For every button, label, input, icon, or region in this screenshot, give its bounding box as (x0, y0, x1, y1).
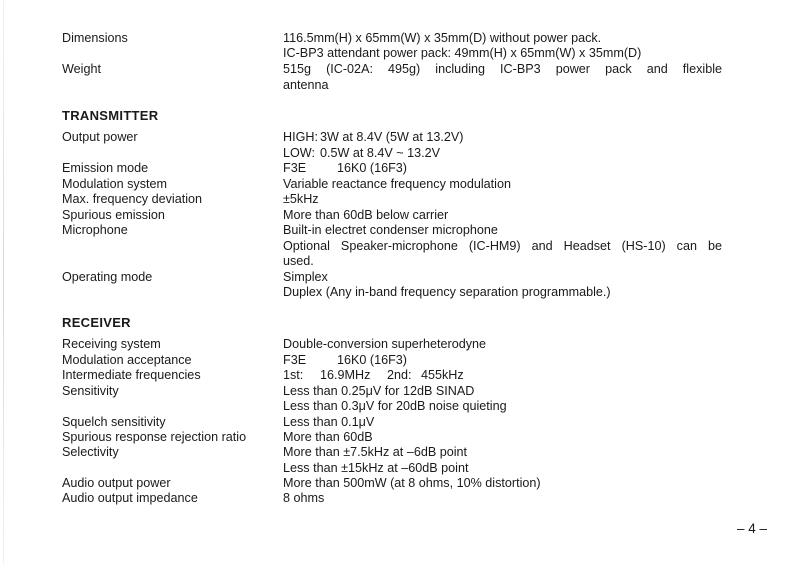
weight-label: Weight (62, 62, 101, 76)
sensitivity-value-line-2: Less than 0.3μV for 20dB noise quieting (283, 399, 507, 413)
microphone-label: Microphone (62, 223, 128, 237)
emission-mode-label: Emission mode (62, 161, 149, 175)
spec-row-modulation-acceptance (0, 352, 793, 368)
spec-row-squelch (0, 414, 793, 430)
receiver-heading: RECEIVER (62, 315, 131, 330)
spec-row-selectivity-cont (0, 460, 793, 476)
spec-row-spurious-emission (0, 207, 793, 223)
spurious-emission-label: Spurious emission (62, 208, 165, 222)
if-second-value: 455kHz (421, 368, 464, 382)
spec-row-dimensions-cont (0, 45, 793, 61)
audio-impedance-label: Audio output impedance (62, 491, 198, 505)
max-deviation-value: ±5kHz (283, 192, 319, 206)
emission-mode-value (283, 160, 407, 176)
spec-row-operating-mode-cont (0, 284, 793, 300)
output-power-high (283, 129, 464, 145)
spec-row-spurious-rejection (0, 429, 793, 445)
max-deviation-label: Max. frequency deviation (62, 192, 203, 206)
microphone-value-line-2: Optional Speaker-microphone (IC-HM9) and Headset (HS-10) can be (283, 239, 722, 253)
modulation-acceptance-label: Modulation acceptance (62, 353, 192, 367)
spec-row-microphone-cont (0, 238, 793, 254)
spurious-emission-value: More than 60dB below carrier (283, 208, 449, 222)
squelch-label: Squelch sensitivity (62, 415, 166, 429)
spec-row-weight-cont (0, 77, 793, 93)
spec-row-audio-impedance (0, 490, 793, 506)
spec-row-receiving-system (0, 336, 793, 352)
modulation-system-value: Variable reactance frequency modulation (283, 177, 511, 191)
receiving-system-value: Double-conversion superheterodyne (283, 337, 487, 351)
weight-value-line-1: 515g (IC-02A: 495g) including IC-BP3 power pack and flexible (283, 62, 722, 76)
operating-mode-label: Operating mode (62, 270, 153, 284)
spec-row-intermediate-frequencies (0, 367, 793, 383)
if-first-key: 1st: (283, 368, 304, 382)
operating-mode-value-line-2: Duplex (Any in-band frequency separation programmable.) (283, 285, 611, 299)
spec-row-dimensions (0, 30, 793, 46)
spec-row-selectivity (0, 444, 793, 460)
spurious-rejection-value: More than 60dB (283, 430, 373, 444)
intermediate-frequencies-value (283, 367, 464, 383)
emission-value: 16K0 (16F3) (337, 161, 408, 175)
spec-row-modulation-system (0, 176, 793, 192)
modulation-system-label: Modulation system (62, 177, 167, 191)
selectivity-value-line-1: More than ±7.5kHz at –6dB point (283, 445, 468, 459)
weight-value-line-2: antenna (283, 78, 329, 92)
dimensions-label: Dimensions (62, 31, 128, 45)
microphone-value-line-1: Built-in electret condenser microphone (283, 223, 498, 237)
output-power-label: Output power (62, 130, 138, 144)
spec-row-max-deviation (0, 191, 793, 207)
if-second-key: 2nd: (387, 368, 412, 382)
spec-row-microphone-cont2 (0, 253, 793, 269)
section-receiver (0, 315, 793, 331)
spec-row-output-power (0, 129, 793, 145)
spec-row-audio-power (0, 475, 793, 491)
modulation-acceptance-value (283, 352, 407, 368)
squelch-value: Less than 0.1μV (283, 415, 375, 429)
spec-row-sensitivity (0, 383, 793, 399)
transmitter-heading: TRANSMITTER (62, 108, 159, 123)
spec-row-output-power-low (0, 145, 793, 161)
if-first-value: 16.9MHz (320, 368, 371, 382)
operating-mode-value-line-1: Simplex (283, 270, 328, 284)
output-power-high-key: HIGH: (283, 130, 318, 144)
section-transmitter (0, 108, 793, 124)
modulation-acceptance-detail: 16K0 (16F3) (337, 353, 408, 367)
intermediate-frequencies-label: Intermediate frequencies (62, 368, 201, 382)
dimensions-value-line-2: IC-BP3 attendant power pack: 49mm(H) x 65mm(W) x 35mm(D) (283, 46, 642, 60)
spec-row-weight (0, 61, 793, 77)
spec-row-operating-mode (0, 269, 793, 285)
spurious-rejection-label: Spurious response rejection ratio (62, 430, 247, 444)
output-power-low-value: 0.5W at 8.4V ~ 13.2V (320, 146, 441, 160)
output-power-high-value: 3W at 8.4V (5W at 13.2V) (320, 130, 464, 144)
selectivity-value-line-2: Less than ±15kHz at –60dB point (283, 461, 469, 475)
selectivity-label: Selectivity (62, 445, 119, 459)
microphone-value-line-3: used. (283, 254, 314, 268)
audio-power-value: More than 500mW (at 8 ohms, 10% distortion) (283, 476, 541, 490)
sensitivity-value-line-1: Less than 0.25μV for 12dB SINAD (283, 384, 475, 398)
output-power-low (283, 145, 440, 161)
page-number: – 4 – (737, 521, 768, 536)
audio-power-label: Audio output power (62, 476, 171, 490)
dimensions-value-line-1: 116.5mm(H) x 65mm(W) x 35mm(D) without power pack. (283, 31, 602, 45)
sensitivity-label: Sensitivity (62, 384, 119, 398)
spec-row-sensitivity-cont (0, 398, 793, 414)
modulation-acceptance-code: F3E (283, 353, 307, 367)
emission-code: F3E (283, 161, 307, 175)
spec-row-emission-mode (0, 160, 793, 176)
receiving-system-label: Receiving system (62, 337, 161, 351)
audio-impedance-value: 8 ohms (283, 491, 325, 505)
output-power-low-key: LOW: (283, 146, 315, 160)
spec-row-microphone (0, 222, 793, 238)
